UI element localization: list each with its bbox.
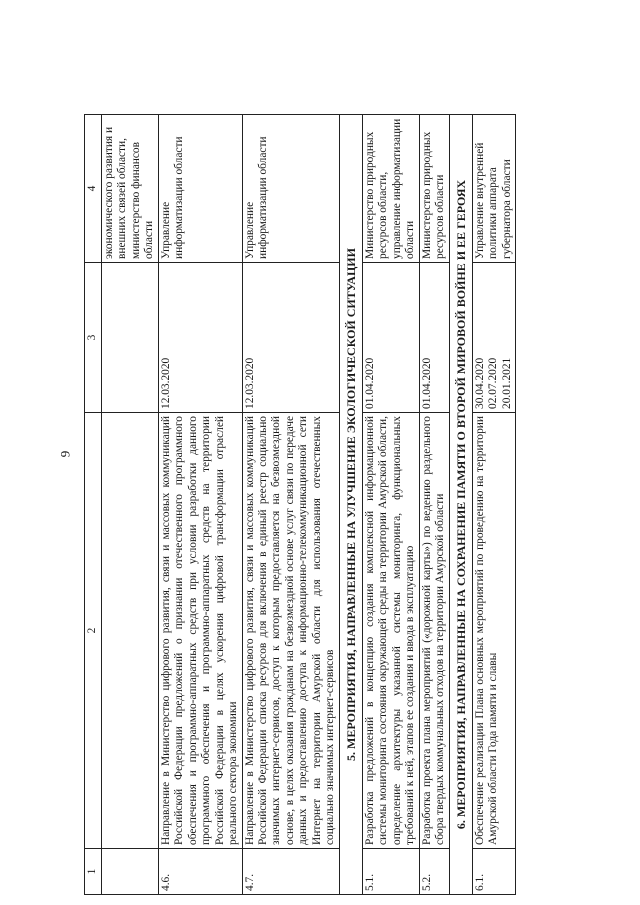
rotated-table-container <box>84 115 624 895</box>
row-num: 6.1. <box>472 849 515 895</box>
row-num: 4.7. <box>242 849 339 895</box>
page-number: 9 <box>57 450 73 458</box>
row-text: Направление в Министерство цифрового развития, связи и массовых коммуникаций Российской Федерации предложений о признании отечественного программного обеспечения и программно-аппаратных средств при условии разработки данного программного обеспечения и программно-аппаратных средств на территории Российской Федерации в целях ускорения цифровой трансформации отраслей реального сектора экономики <box>158 413 242 849</box>
row-responsible: Управление информатизации области <box>242 115 339 263</box>
header-col-1: 1 <box>85 849 102 895</box>
row-date: 01.04.2020 <box>362 263 419 413</box>
row-responsible: Управление внутренней политики аппарата губернатора области <box>472 115 515 263</box>
row-date: 12.03.2020 <box>158 263 242 413</box>
table-row <box>362 115 419 895</box>
header-col-2: 2 <box>85 413 102 849</box>
row-num <box>102 849 159 895</box>
row-responsible: Министерство природных ресурсов области <box>419 115 449 263</box>
row-text: Направление в Министерство цифрового развития, связи и массовых коммуникаций Российской Федерации списка ресурсов для включения в единый реестр социально значимых интернет-сервисов, доступ к которым предоставляется на безвозмездной основе, в целях оказания гражданам на безвозмездной основе услуг связи по передаче данных и предоставлению доступа к информационно-телекоммуникационной сети Интернет на территории Амурской области для использования отечественных социально значимых интернет-сервисов <box>242 413 339 849</box>
row-date: 01.04.2020 <box>419 263 449 413</box>
row-text: Разработка проекта плана мероприятий («дорожной карты») по ведению раздельного сбора твердых коммунальных отходов на территории Амурской области <box>419 413 449 849</box>
row-date-2: 02.07.2020 <box>487 357 500 409</box>
section-heading-row <box>339 115 362 895</box>
row-text: Обеспечение реализации Плана основных мероприятий по проведению на территории Амурской области Года памяти и славы <box>472 413 515 849</box>
row-dates <box>472 263 515 413</box>
table-row <box>102 115 159 895</box>
header-row <box>85 115 102 895</box>
row-responsible: Министерство природных ресурсов области, управление информатизации области <box>362 115 419 263</box>
row-date <box>102 263 159 413</box>
row-responsible: Управление информатизации области <box>158 115 242 263</box>
table-row <box>242 115 339 895</box>
row-text <box>102 413 159 849</box>
header-col-3: 3 <box>85 263 102 413</box>
row-date-3: 20.01.2021 <box>500 357 513 409</box>
row-text: Разработка предложений в концепцию создания комплексной информационной системы мониторинга состояния окружающей среды на территории Амурской области, определение архитектуры указанной системы мониторинга, функциональных требований к ней, этапов ее создания и ввода в эксплуатацию <box>362 413 419 849</box>
section-5-title: 5. МЕРОПРИЯТИЯ, НАПРАВЛЕННЫЕ НА УЛУЧШЕНИЕ ЭКОЛОГИЧЕСКОЙ СИТУАЦИИ <box>339 115 362 895</box>
row-responsible: экономического развития и внешних связей области, министерство финансов области <box>102 115 159 263</box>
section-6-title: 6. МЕРОПРИЯТИЯ, НАПРАВЛЕННЫЕ НА СОХРАНЕНИЕ ПАМЯТИ О ВТОРОЙ МИРОВОЙ ВОЙНЕ И ЕЕ ГЕРОЯХ <box>449 115 472 895</box>
table-row <box>158 115 242 895</box>
plan-table <box>84 114 516 895</box>
row-date-1: 30.04.2020 <box>473 357 486 409</box>
row-num: 4.6. <box>158 849 242 895</box>
row-date: 12.03.2020 <box>242 263 339 413</box>
table-row <box>472 115 515 895</box>
table-row <box>419 115 449 895</box>
header-col-4: 4 <box>85 115 102 263</box>
section-heading-row <box>449 115 472 895</box>
row-num: 5.1. <box>362 849 419 895</box>
row-num: 5.2. <box>419 849 449 895</box>
